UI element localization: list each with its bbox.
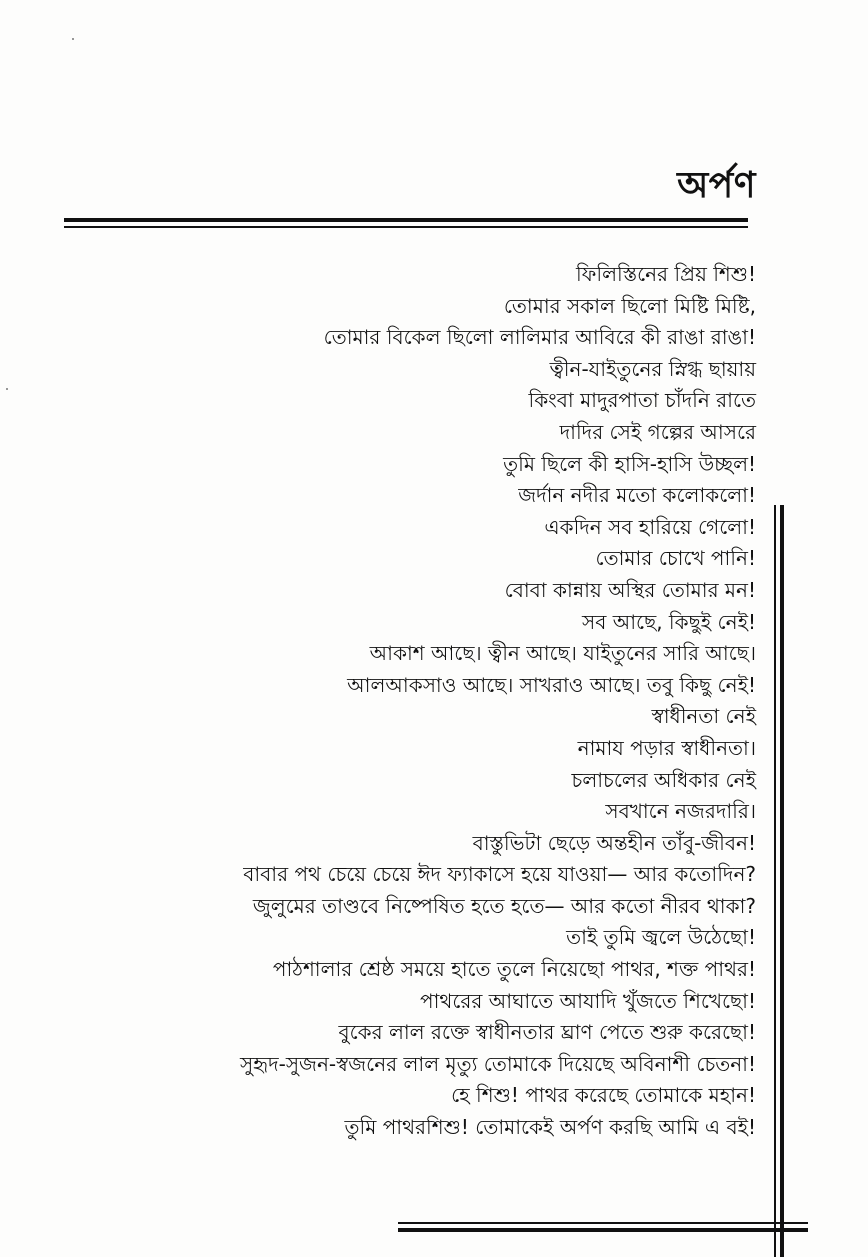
poem-line: ফিলিস্তিনের প্রিয় শিশু! [576, 262, 756, 286]
poem-line: বুকের লাল রক্তে স্বাধীনতার ঘ্রাণ পেতে শুরু করেছো! [338, 1020, 756, 1045]
poem-line: স্বাধীনতা নেই [651, 704, 756, 729]
poem-line: কিংবা মাদুরপাতা চাঁদনি রাতে [528, 388, 756, 413]
dedication-poem [116, 259, 756, 1144]
poem-line: নামায পড়ার স্বাধীনতা। [577, 735, 756, 760]
rule-thin-line [64, 226, 748, 228]
poem-line: হে শিশু! পাথর করেছে তোমাকে মহান! [451, 1083, 756, 1108]
poem-line: চলাচলের অধিকার নেই [571, 767, 756, 792]
poem-line: পাথরের আঘাতে আযাদি খুঁজতে শিখেছো! [420, 988, 756, 1013]
rule-thick-line [398, 1228, 808, 1232]
rule-thick-line [64, 218, 748, 222]
paper-speck [72, 38, 74, 40]
poem-line: তুমি ছিলে কী হাসি-হাসি উচ্ছল! [503, 451, 756, 476]
page-title: অর্পণ [677, 165, 756, 206]
poem-line: দাদির সেই গল্পের আসরে [559, 419, 756, 444]
poem-line: তোমার সকাল ছিলো মিষ্টি মিষ্টি, [503, 293, 756, 318]
poem-line: সব আছে, কিছুই নেই! [582, 609, 756, 634]
poem-line: পাঠশালার শ্রেষ্ঠ সময়ে হাতে তুলে নিয়েছো পাথর, শক্ত পাথর! [272, 957, 756, 982]
paper-speck [6, 388, 8, 390]
poem-line: সুহৃদ-সুজন-স্বজনের লাল মৃত্যু তোমাকে দিয়েছে অবিনাশী চেতনা! [239, 1051, 756, 1076]
poem-line: তোমার চোখে পানি! [595, 546, 756, 571]
poem-line: জুলুমের তাণ্ডবে নিষ্পেষিত হতে হতে— আর কতো নীরব থাকা? [252, 893, 756, 918]
poem-line: তোমার বিকেল ছিলো লালিমার আবিরে কী রাঙা রাঙা! [323, 325, 756, 350]
side-rule-thick-line [780, 505, 784, 1257]
poem-line: ত্বীন-যাইতুনের স্নিগ্ধ ছায়ায় [549, 356, 756, 381]
bottom-double-rule [398, 1222, 808, 1234]
poem-line: আকাশ আছে। ত্বীন আছে। যাইতুনের সারি আছে। [369, 641, 756, 666]
poem-line: তুমি পাথরশিশু! তোমাকেই অর্পণ করছি আমি এ বই! [344, 1115, 756, 1140]
rule-thin-line [398, 1222, 808, 1224]
poem-line: বাস্তুভিটা ছেড়ে অন্তহীন তাঁবু-জীবন! [472, 830, 756, 855]
poem-line: বোবা কান্নায় অস্থির তোমার মন! [504, 577, 756, 602]
side-rule-thin-line [774, 505, 776, 1257]
poem-line: একদিন সব হারিয়ে গেলো! [544, 514, 756, 539]
poem-line: জর্দান নদীর মতো কলোকলো! [518, 483, 756, 508]
poem-line: সবখানে নজরদারি। [605, 799, 756, 824]
poem-line: বাবার পথ চেয়ে চেয়ে ঈদ ফ্যাকাসে হয়ে যাওয়া— আর কতোদিন? [243, 862, 756, 887]
title-double-rule [64, 218, 748, 229]
poem-line: তাই তুমি জ্বলে উঠেছো! [566, 925, 756, 950]
poem-line: আলআকসাও আছে। সাখরাও আছে। তবু কিছু নেই! [347, 672, 756, 697]
